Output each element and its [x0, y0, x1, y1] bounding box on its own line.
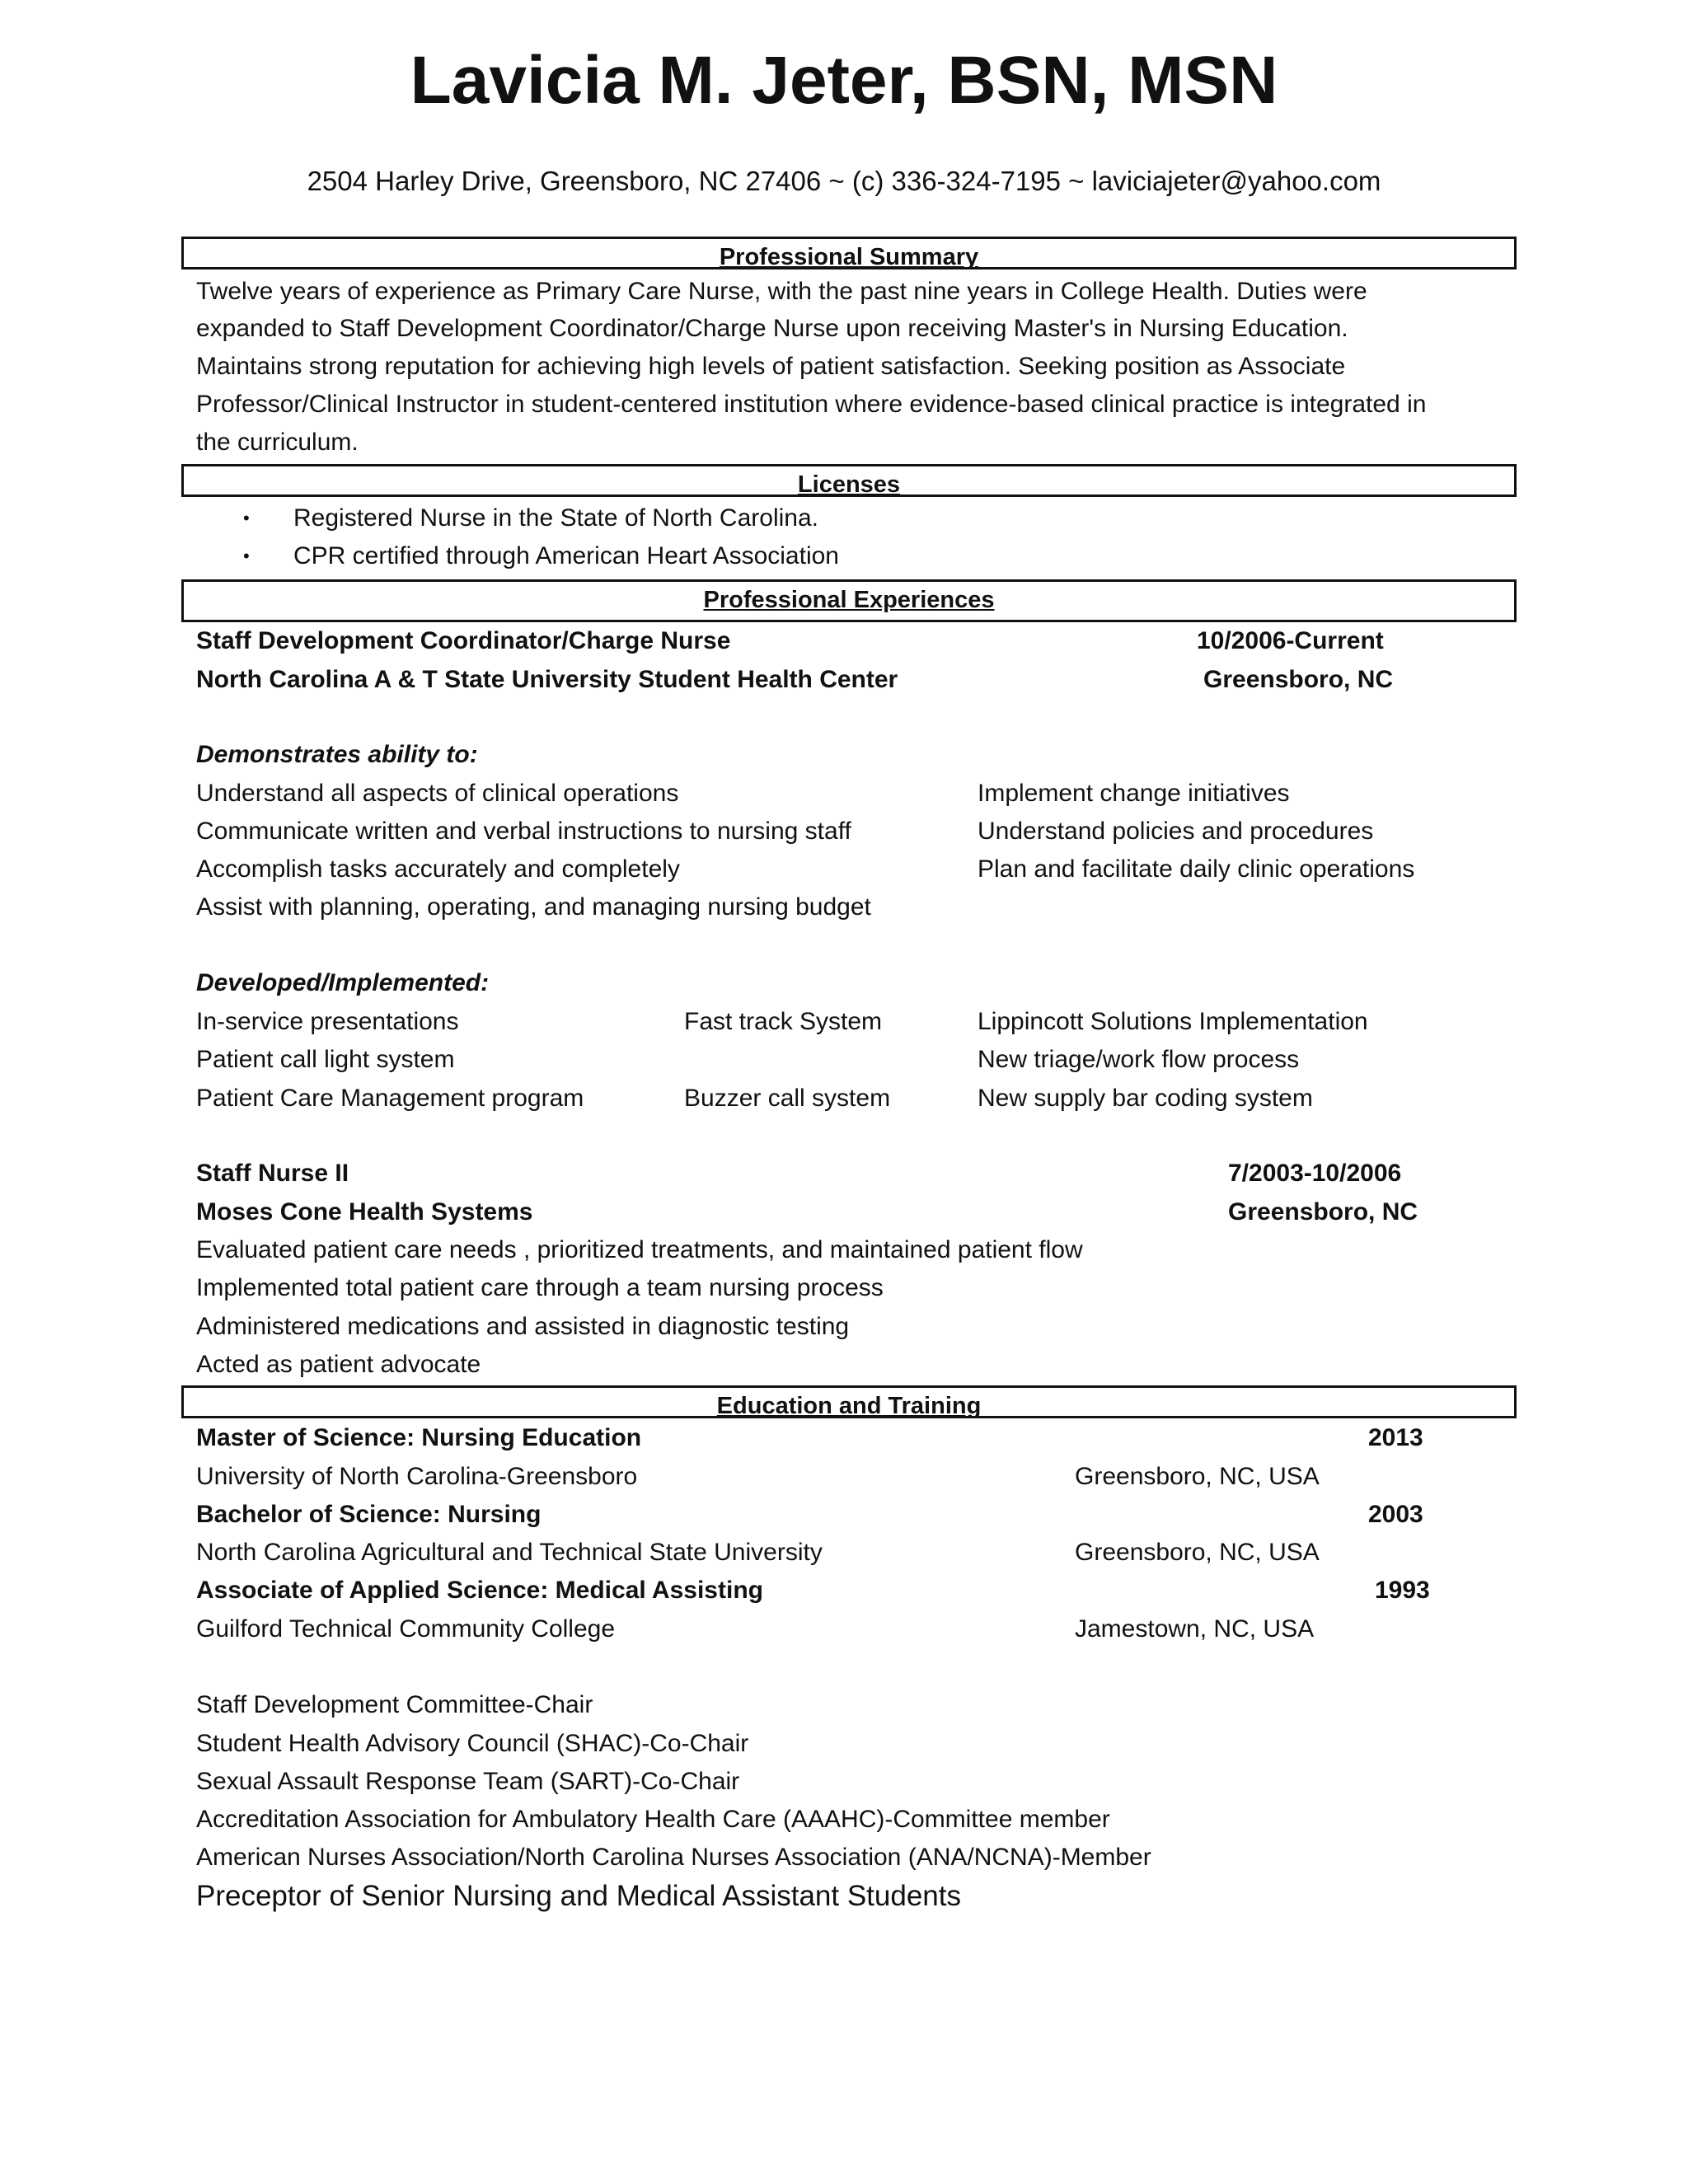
- summary-line: Professor/Clinical Instructor in student-centered institution where evidence-based clinical practice is integrated in: [196, 391, 1427, 418]
- degree-title: Master of Science: Nursing Education: [196, 1424, 642, 1451]
- section-header-licenses: [181, 464, 1517, 497]
- education-heading: Education and Training: [716, 1393, 982, 1419]
- ability-item: Communicate written and verbal instructions to nursing staff: [196, 818, 851, 845]
- summary-heading: Professional Summary: [719, 244, 979, 270]
- duty-item: Evaluated patient care needs , prioritized treatments, and maintained patient flow: [196, 1236, 1083, 1263]
- developed-item: In-service presentations: [196, 1008, 459, 1035]
- degree-location: Greensboro, NC, USA: [1075, 1463, 1320, 1490]
- contact-line: 2504 Harley Drive, Greensboro, NC 27406 ~ (c) 336-324-7195 ~ laviciajeter@yahoo.com: [307, 166, 1381, 196]
- ability-item: Plan and facilitate daily clinic operations: [978, 855, 1415, 883]
- job-location: Greensboro, NC: [1203, 666, 1394, 693]
- summary-line: Maintains strong reputation for achieving high levels of patient satisfaction. Seeking position as Associate: [196, 353, 1346, 380]
- developed-item: Lippincott Solutions Implementation: [978, 1008, 1368, 1035]
- licenses-heading: Licenses: [797, 471, 901, 498]
- job-location: Greensboro, NC: [1228, 1198, 1418, 1226]
- bullet-icon: •: [243, 508, 250, 528]
- license-item: Registered Nurse in the State of North Carolina.: [293, 504, 818, 532]
- ability-item: Understand all aspects of clinical operations: [196, 780, 679, 807]
- role-item: Staff Development Committee-Chair: [196, 1691, 593, 1718]
- developed-item: Buzzer call system: [684, 1085, 891, 1112]
- degree-school: University of North Carolina-Greensboro: [196, 1463, 638, 1490]
- role-item: American Nurses Association/North Carolina Nurses Association (ANA/NCNA)-Member: [196, 1844, 1151, 1871]
- degree-title: Bachelor of Science: Nursing: [196, 1501, 542, 1528]
- job-employer: Moses Cone Health Systems: [196, 1198, 533, 1226]
- resume-name: Lavicia M. Jeter, BSN, MSN: [410, 43, 1278, 118]
- summary-line: Twelve years of experience as Primary Care Nurse, with the past nine years in College Health. Duties were: [196, 278, 1367, 305]
- abilities-heading: Demonstrates ability to:: [196, 741, 478, 768]
- degree-title: Associate of Applied Science: Medical Assisting: [196, 1577, 763, 1604]
- degree-year: 2013: [1368, 1424, 1423, 1451]
- duty-item: Acted as patient advocate: [196, 1351, 481, 1378]
- degree-year: 1993: [1375, 1577, 1430, 1604]
- duty-item: Implemented total patient care through a team nursing process: [196, 1274, 884, 1301]
- job-dates: 10/2006-Current: [1197, 627, 1384, 654]
- ability-item: Accomplish tasks accurately and completely: [196, 855, 680, 883]
- degree-school: Guilford Technical Community College: [196, 1615, 616, 1643]
- developed-item: Fast track System: [684, 1008, 883, 1035]
- developed-item: New triage/work flow process: [978, 1046, 1300, 1073]
- developed-item: Patient call light system: [196, 1046, 455, 1073]
- summary-line: expanded to Staff Development Coordinator/Charge Nurse upon receiving Master's in Nursing Education.: [196, 315, 1348, 342]
- degree-location: Jamestown, NC, USA: [1075, 1615, 1315, 1643]
- job-title: Staff Nurse II: [196, 1160, 349, 1187]
- developed-item: New supply bar coding system: [978, 1085, 1313, 1112]
- developed-item: Patient Care Management program: [196, 1085, 584, 1112]
- degree-year: 2003: [1368, 1501, 1423, 1528]
- developed-heading: Developed/Implemented:: [196, 969, 490, 996]
- bullet-icon: •: [243, 546, 250, 566]
- summary-line: the curriculum.: [196, 429, 359, 456]
- section-header-experience: [181, 579, 1517, 622]
- role-item: Accreditation Association for Ambulatory Health Care (AAAHC)-Committee member: [196, 1806, 1110, 1833]
- degree-school: North Carolina Agricultural and Technical State University: [196, 1539, 823, 1566]
- ability-item: Assist with planning, operating, and managing nursing budget: [196, 893, 871, 921]
- preceptor-line: Preceptor of Senior Nursing and Medical Assistant Students: [196, 1880, 961, 1912]
- ability-item: Understand policies and procedures: [978, 818, 1374, 845]
- section-header-summary: [181, 237, 1517, 269]
- job-employer: North Carolina A & T State University Student Health Center: [196, 666, 898, 693]
- degree-location: Greensboro, NC, USA: [1075, 1539, 1320, 1566]
- ability-item: Implement change initiatives: [978, 780, 1290, 807]
- role-item: Student Health Advisory Council (SHAC)-Co-Chair: [196, 1730, 749, 1757]
- job-dates: 7/2003-10/2006: [1228, 1160, 1402, 1187]
- job-title: Staff Development Coordinator/Charge Nurse: [196, 627, 731, 654]
- experience-heading: Professional Experiences: [703, 587, 995, 613]
- license-item: CPR certified through American Heart Association: [293, 542, 839, 569]
- duty-item: Administered medications and assisted in diagnostic testing: [196, 1313, 850, 1340]
- role-item: Sexual Assault Response Team (SART)-Co-Chair: [196, 1768, 740, 1795]
- section-header-education: [181, 1385, 1517, 1418]
